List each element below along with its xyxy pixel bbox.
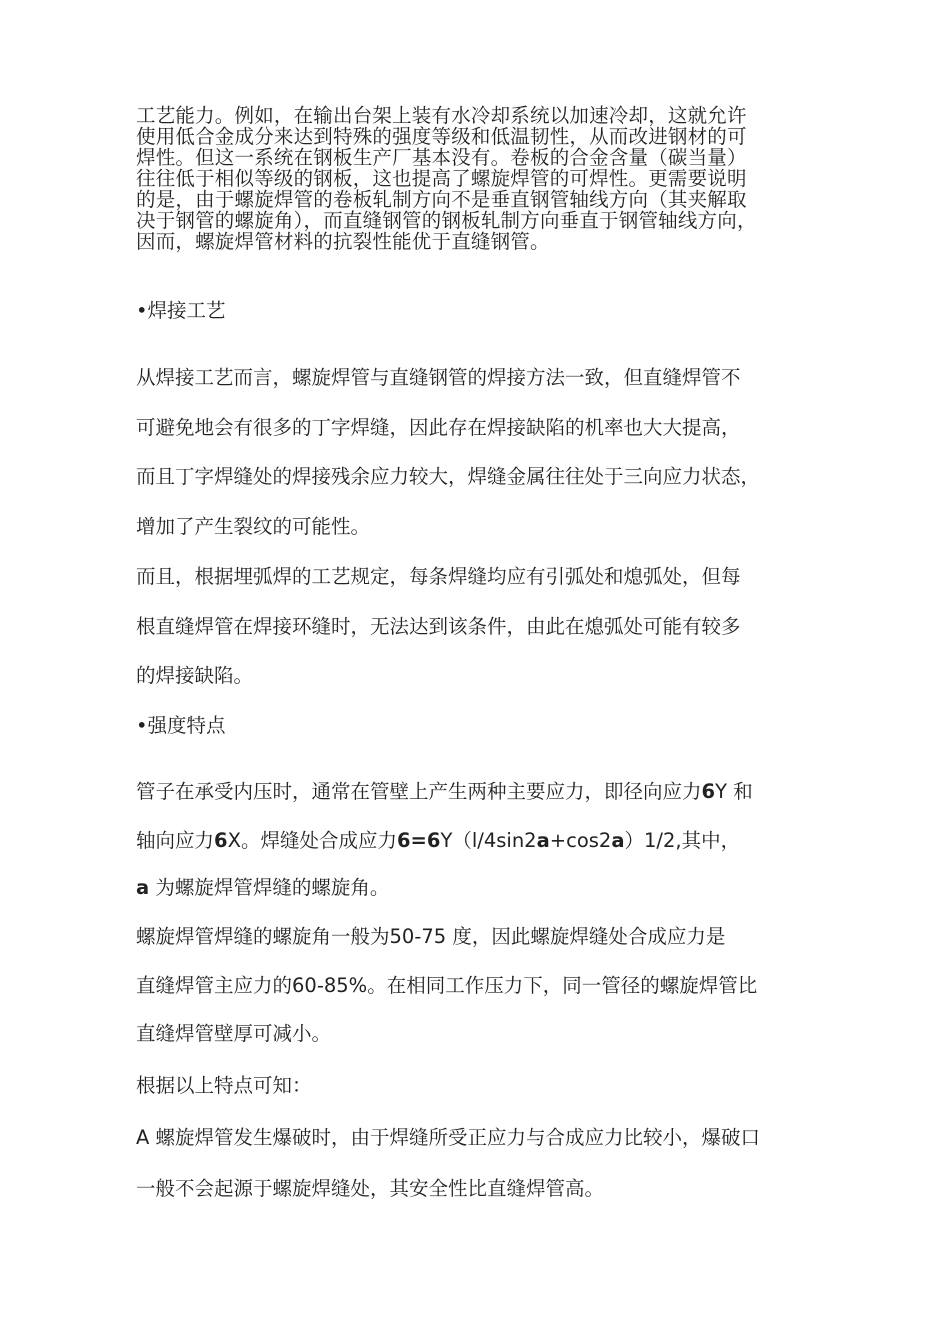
formula-symbol: 6=6 xyxy=(396,829,441,852)
text-line: 因而，螺旋焊管材料的抗裂性能优于直缝钢管。 xyxy=(136,230,550,253)
stress-symbol: 6 xyxy=(214,829,228,852)
text-line: 使用低合金成分来达到特殊的强度等级和低温韧性，从而改进钢材的可 xyxy=(136,125,747,148)
intro-paragraph xyxy=(136,105,826,252)
text-run: Y（l/4sin2 xyxy=(440,829,537,852)
text-run: Y 和 xyxy=(715,780,753,803)
text-line: 的焊接缺陷。 xyxy=(136,664,254,687)
text-line: 决于钢管的螺旋角），而直缝钢管的钢板轧制方向垂直于钢管轴线方向， xyxy=(136,209,757,232)
text-line: 一般不会起源于螺旋焊缝处，其安全性比直缝焊管高。 xyxy=(136,1177,605,1200)
text-run: 轴向应力 xyxy=(136,829,215,852)
number: 50-75 xyxy=(389,925,447,948)
text-line: 往往低于相似等级的钢板，这也提高了螺旋焊管的可焊性。更需要说明 xyxy=(136,167,747,190)
text-line: 焊性。但这一系统在钢板生产厂基本没有。卷板的合金含量（碳当量） xyxy=(136,146,747,169)
text-line xyxy=(136,876,389,900)
text-run: 直缝焊管主应力的 xyxy=(136,974,293,997)
text-run: 。在相同工作压力下，同一管径的螺旋焊管比 xyxy=(367,974,758,997)
text-run: 管子在承受内压时，通常在管壁上产生两种主要应力，即径向应力 xyxy=(136,780,702,803)
stress-symbol: 6 xyxy=(701,780,716,803)
text-run: 螺旋焊管发生爆破时，由于焊缝所受正应力与合成应力比较小，爆破口 xyxy=(155,1126,761,1149)
text-line xyxy=(136,925,725,949)
text-line: 而且丁字焊缝处的焊接残余应力较大，焊缝金属往往处于三向应力状态， xyxy=(136,465,761,488)
text-run: ）1/2,其中， xyxy=(624,829,741,852)
angle-symbol: a xyxy=(611,829,625,852)
number: 60-85% xyxy=(292,974,368,997)
text-line: 可避免地会有很多的丁字焊缝，因此存在焊接缺陷的机率也大大提高， xyxy=(136,416,741,439)
text-run: 度，因此螺旋焊缝处合成应力是 xyxy=(452,925,726,948)
text-line: 的是，由于螺旋焊管的卷板轧制方向不是垂直钢管轴线方向（其夹解取 xyxy=(136,188,747,211)
text-run: 为螺旋焊管焊缝的螺旋角。 xyxy=(155,876,390,899)
text-line: 而且，根据埋弧焊的工艺规定，每条焊缝均应有引弧处和熄弧处，但每 xyxy=(136,565,741,588)
heading-welding: •焊接工艺 xyxy=(136,299,226,322)
text-line xyxy=(136,829,740,853)
text-line xyxy=(136,974,757,998)
text-line xyxy=(136,1126,760,1150)
text-run: X。焊缝处合成应力 xyxy=(227,829,397,852)
heading-strength: •强度特点 xyxy=(136,714,226,737)
item-marker: A xyxy=(136,1126,150,1149)
text-run: 螺旋焊管焊缝的螺旋角一般为 xyxy=(136,925,390,948)
text-run: +cos2 xyxy=(549,829,612,852)
text-line: 根据以上特点可知： xyxy=(136,1074,312,1097)
text-line: 根直缝焊管在焊接环缝时，无法达到该条件，由此在熄弧处可能有较多 xyxy=(136,615,741,638)
angle-symbol: a xyxy=(136,876,150,899)
text-line: 工艺能力。例如，在输出台架上装有水冷却系统以加速冷却，这就允许 xyxy=(136,104,747,127)
text-line: 直缝焊管壁厚可减小。 xyxy=(136,1022,332,1045)
angle-symbol: a xyxy=(536,829,550,852)
text-line: 从焊接工艺而言，螺旋焊管与直缝钢管的焊接方法一致，但直缝焊管不 xyxy=(136,366,741,389)
text-line xyxy=(136,780,753,804)
text-line: 增加了产生裂纹的可能性。 xyxy=(136,515,371,538)
